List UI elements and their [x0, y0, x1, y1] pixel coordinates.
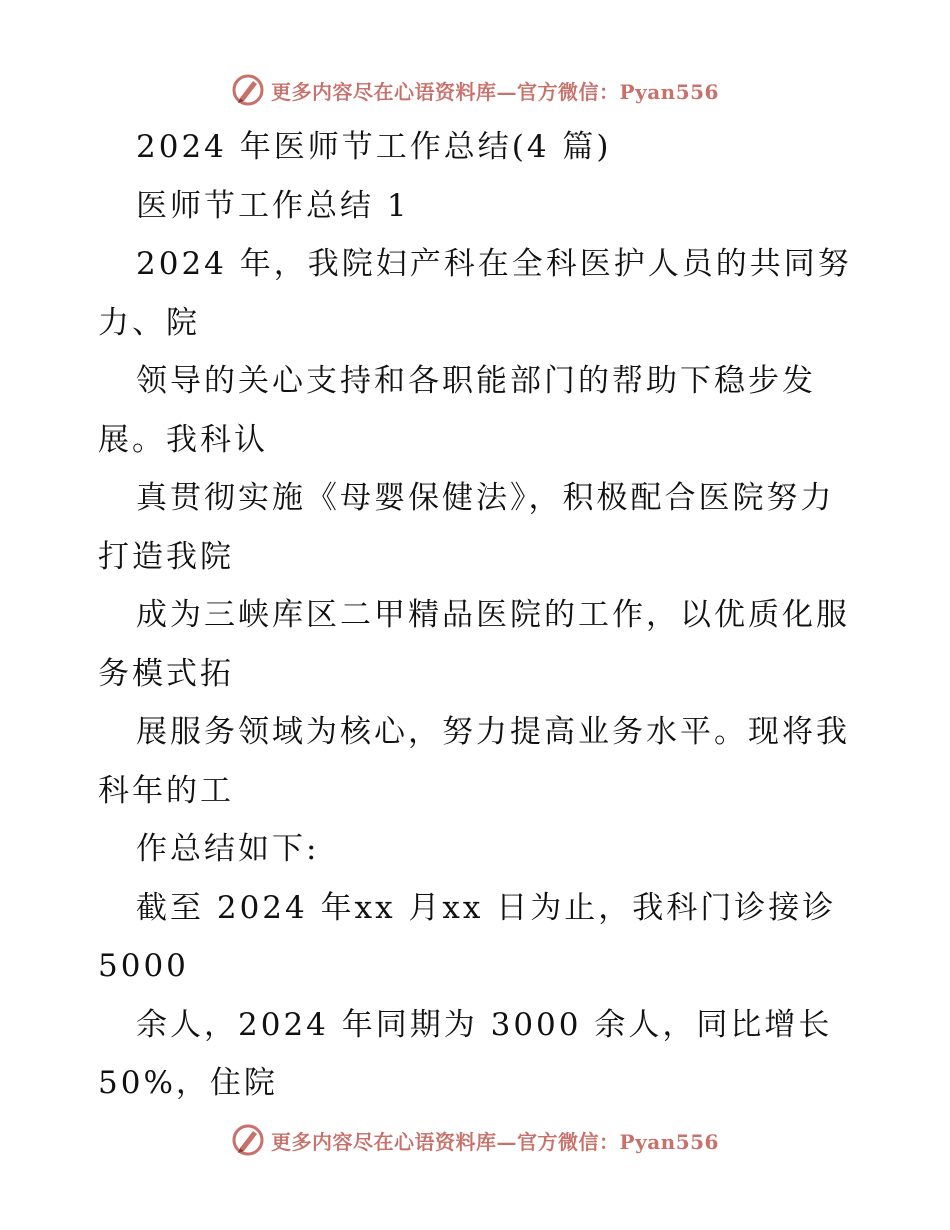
header-watermark: [0, 70, 950, 110]
document-body: [98, 118, 858, 1113]
text-line: 5000: [98, 948, 189, 984]
watermark-text: 更多内容尽在心语资料库—官方微信：Pyan556: [271, 79, 719, 104]
text-line: 务模式拓: [98, 655, 234, 692]
text-line: 作总结如下:: [136, 831, 320, 867]
pen-logo-icon: [231, 73, 265, 107]
pen-logo-icon: [231, 1123, 265, 1157]
text-line: 打造我院: [98, 538, 234, 575]
text-line: 领导的关心支持和各职能部门的帮助下稳步发: [136, 363, 816, 399]
text-line: 科年的工: [98, 772, 234, 809]
text-line: 2024 年，我院妇产科在全科医护人员的共同努: [136, 246, 852, 282]
text-line: 真贯彻实施《母婴保健法》，积极配合医院努力: [136, 480, 835, 516]
text-line: 50%，住院: [98, 1065, 278, 1101]
footer-watermark: [0, 1120, 950, 1160]
text-line: 展服务领域为核心，努力提高业务水平。现将我: [136, 714, 850, 750]
text-line: 成为三峡库区二甲精品医院的工作，以优质化服: [136, 597, 850, 633]
text-line: 医师节工作总结 1: [136, 187, 410, 224]
text-line: 展。我科认: [98, 421, 268, 458]
text-line: 余人，2024 年同期为 3000 余人，同比增长: [136, 1006, 833, 1043]
watermark-text: 更多内容尽在心语资料库—官方微信：Pyan556: [271, 1129, 719, 1154]
text-line: 力、院: [98, 304, 200, 341]
text-line: 2024 年医师节工作总结(4 篇): [136, 129, 612, 165]
text-line: 截至 2024 年xx 月xx 日为止，我科门诊接诊: [136, 889, 837, 926]
